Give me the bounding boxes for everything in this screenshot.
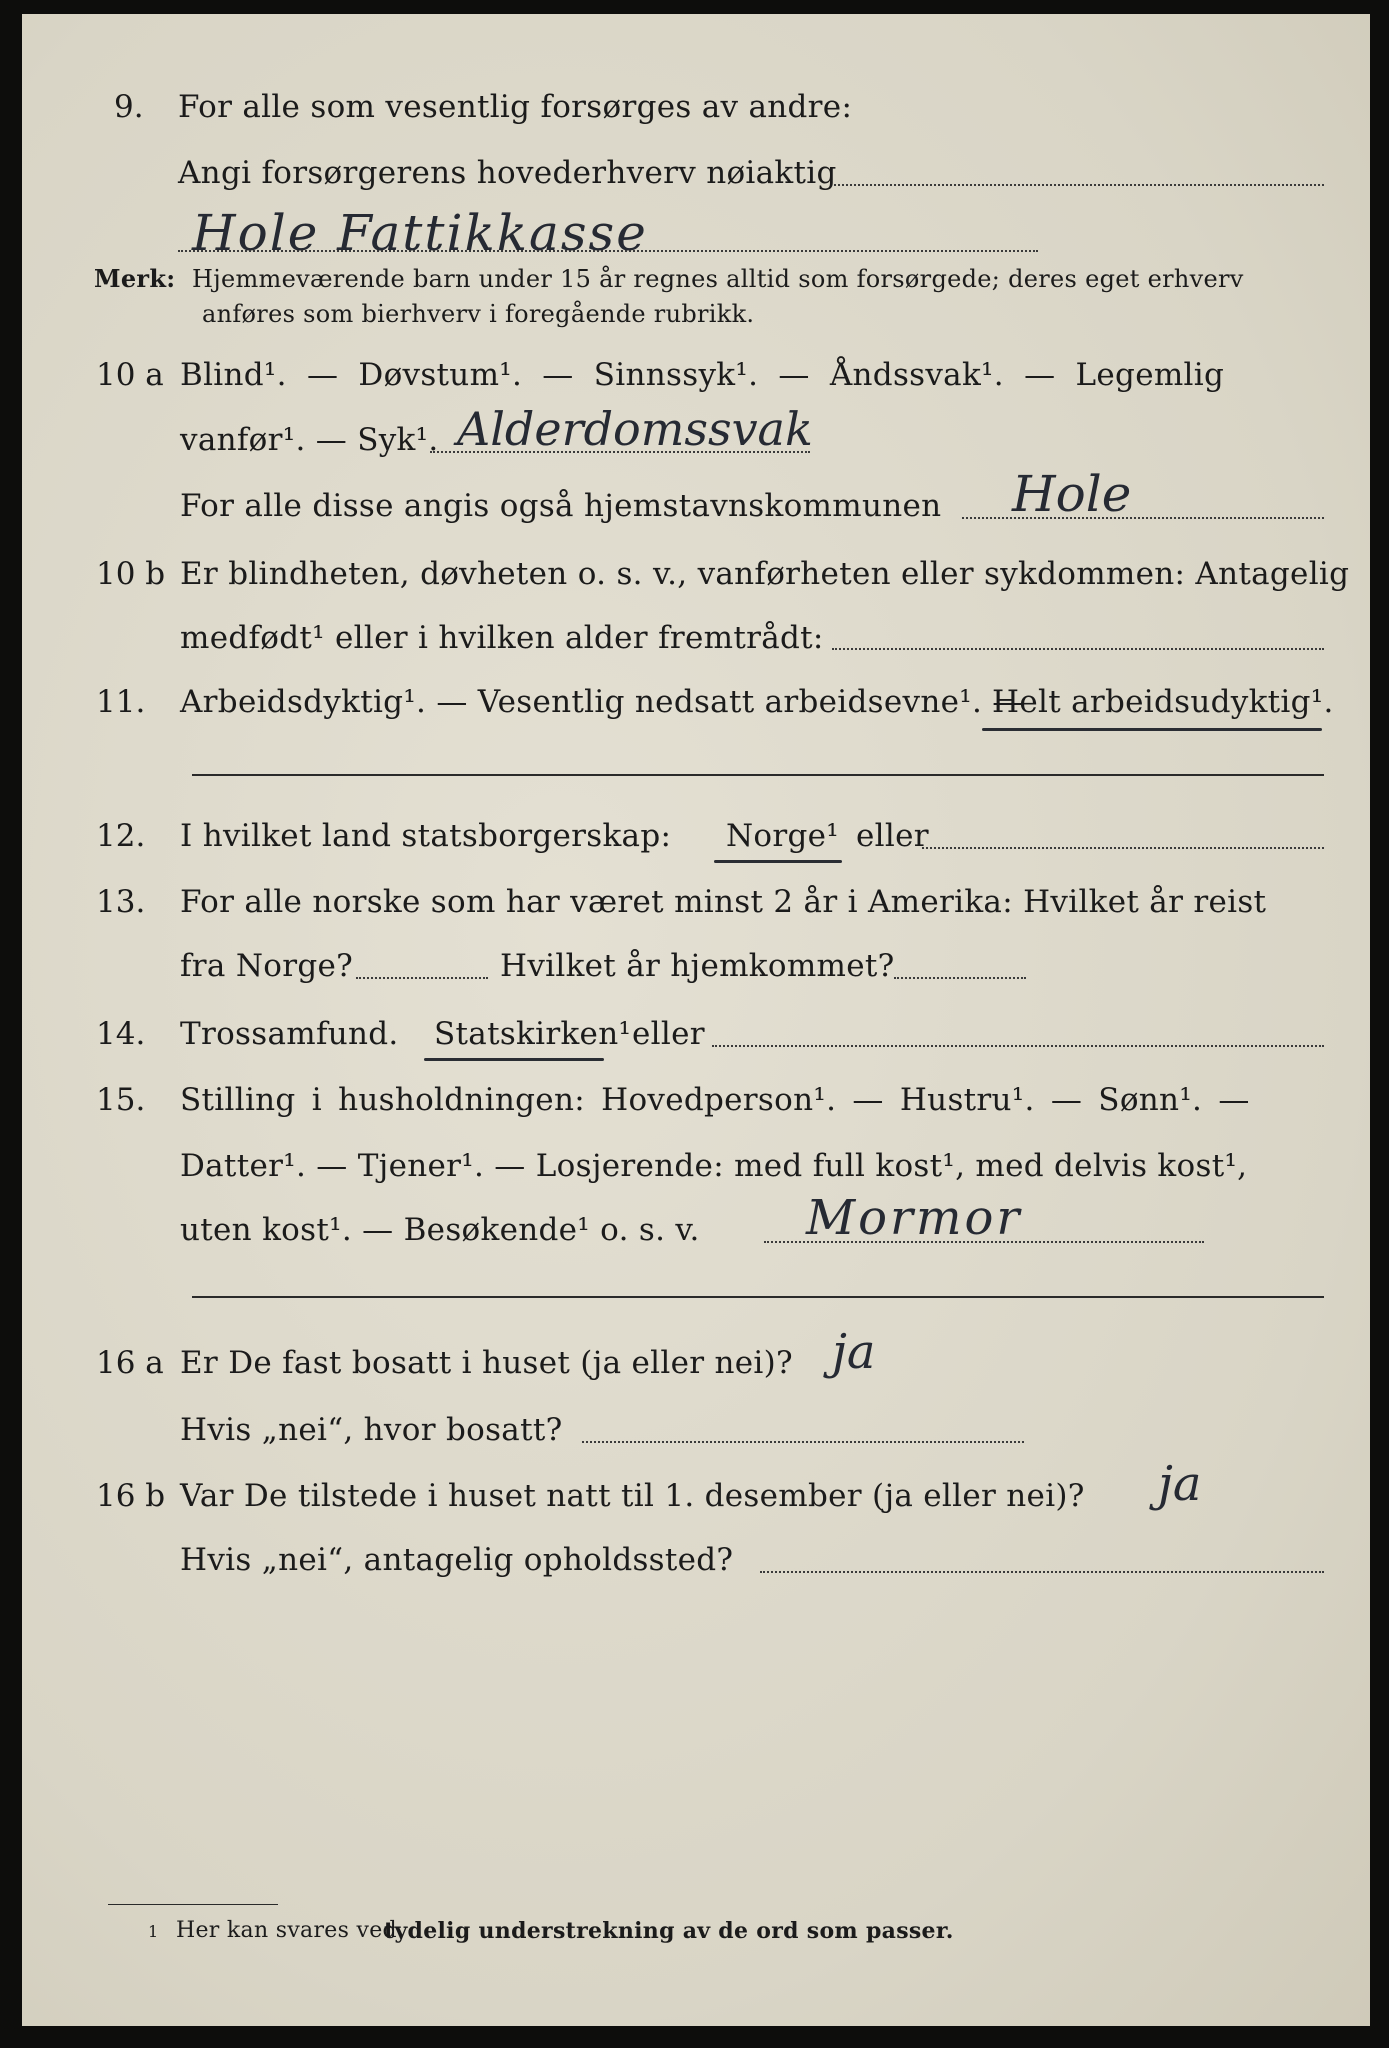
q16b-handwritten-answer: ja (1158, 1456, 1202, 1512)
q16b-line2: Hvis „nei“, antagelig opholdssted? (180, 1542, 734, 1578)
q11-text-b-underlined: Helt arbeidsudyktig¹. (992, 684, 1334, 720)
q15-number: 15. (96, 1082, 146, 1118)
q15-line3: uten kost¹. — Besøkende¹ o. s. v. (180, 1212, 700, 1248)
footnote-mark: 1 (148, 1922, 159, 1941)
q16a-line1: Er De fast bosatt i huset (ja eller nei)? (180, 1345, 793, 1381)
q14-dotted-line (712, 1045, 1324, 1047)
q15-line2: Datter¹. — Tjener¹. — Losjerende: med full kost¹, med delvis kost¹, (180, 1148, 1248, 1184)
q10a-number: 10 a (96, 357, 164, 393)
q16a-dotted-line (582, 1441, 1024, 1443)
q12-dotted-line (922, 847, 1324, 849)
q11-handwritten-underline (982, 728, 1322, 731)
q10a-illness-line (430, 451, 810, 453)
q11-text-a: Arbeidsdyktig¹. — Vesentlig nedsatt arbeidsevne¹. — (180, 684, 1024, 720)
q16b-number: 16 b (96, 1478, 166, 1514)
q9-number: 9. (114, 89, 144, 125)
q13-line1: For alle norske som har været minst 2 år i Amerika: Hvilket år reist (180, 884, 1267, 920)
q10a-handwritten-illness: Alderdomssvak (457, 402, 813, 456)
q9-dotted-line (834, 184, 1324, 186)
q13-number: 13. (96, 884, 146, 920)
q14-text-b-underlined: Statskirken¹ (434, 1016, 632, 1052)
q15-dotted-line (764, 1241, 1204, 1243)
q14-number: 14. (96, 1016, 146, 1052)
q16b-line1: Var De tilstede i huset natt til 1. desember (ja eller nei)? (180, 1478, 1085, 1514)
q9-line2: Angi forsørgerens hovederhverv nøiaktig (178, 155, 837, 191)
q9-answer-line (178, 250, 1038, 252)
q16b-dotted-line (760, 1571, 1324, 1573)
note-line2: anføres som bierhverv i foregående rubrikk. (202, 300, 755, 328)
q14-text-a: Trossamfund. (180, 1016, 399, 1052)
separator-line (192, 774, 1324, 776)
q16a-handwritten-answer: ja (832, 1324, 876, 1380)
q13-departure-line (356, 977, 488, 979)
q12-text-c: eller (856, 818, 929, 854)
q12-handwritten-underline (714, 860, 842, 863)
q9-line1: For alle som vesentlig forsørges av andre: (178, 89, 853, 125)
q15-line1: Stilling i husholdningen: Hovedperson¹. — Hustru¹. — Sønn¹. — (180, 1082, 1250, 1118)
q9-handwritten-answer: Hole Fattikkasse (192, 204, 648, 262)
q13-line2b: Hvilket år hjemkommet? (500, 948, 895, 984)
q10b-line1: Er blindheten, døvheten o. s. v., vanførheten eller sykdommen: Antagelig (180, 556, 1350, 592)
q14-text-c: eller (632, 1016, 705, 1052)
note-line1: Hjemmeværende barn under 15 år regnes alltid som forsørgede; deres eget erhverv (192, 265, 1244, 293)
q10b-line2: medfødt¹ eller i hvilken alder fremtrådt: (180, 620, 824, 656)
q16a-line2: Hvis „nei“, hvor bosatt? (180, 1412, 563, 1448)
q10b-dotted-line (832, 648, 1324, 650)
q12-number: 12. (96, 818, 146, 854)
q11-number: 11. (96, 684, 146, 720)
q12-text-a: I hvilket land statsborgerskap: (180, 818, 672, 854)
q10a-line2: vanfør¹. — Syk¹. (180, 422, 439, 458)
q13-return-line (894, 977, 1026, 979)
footnote-text-a: Her kan svares ved (176, 1918, 397, 1943)
q10b-number: 10 b (96, 556, 166, 592)
footnote-text-b: tydelig understrekning av de ord som passer. (384, 1918, 954, 1944)
q10a-line1: Blind¹. — Døvstum¹. — Sinnssyk¹. — Åndssvak¹. — Legemlig (180, 357, 1225, 393)
q10a-line3: For alle disse angis også hjemstavnskommunen (180, 488, 942, 524)
q10a-municipality-line (962, 517, 1324, 519)
q12-text-b-underlined: Norge¹ (726, 818, 840, 854)
q16a-number: 16 a (96, 1345, 164, 1381)
note-label: Merk: (94, 264, 176, 293)
census-form-page (22, 14, 1370, 2026)
separator-line-2 (192, 1296, 1324, 1298)
q13-line2a: fra Norge? (180, 948, 354, 984)
q15-handwritten-answer: Mormor (806, 1190, 1023, 1246)
q10a-handwritten-municipality: Hole (1012, 465, 1132, 523)
q14-handwritten-underline (424, 1058, 604, 1061)
footnote-rule (108, 1904, 278, 1905)
